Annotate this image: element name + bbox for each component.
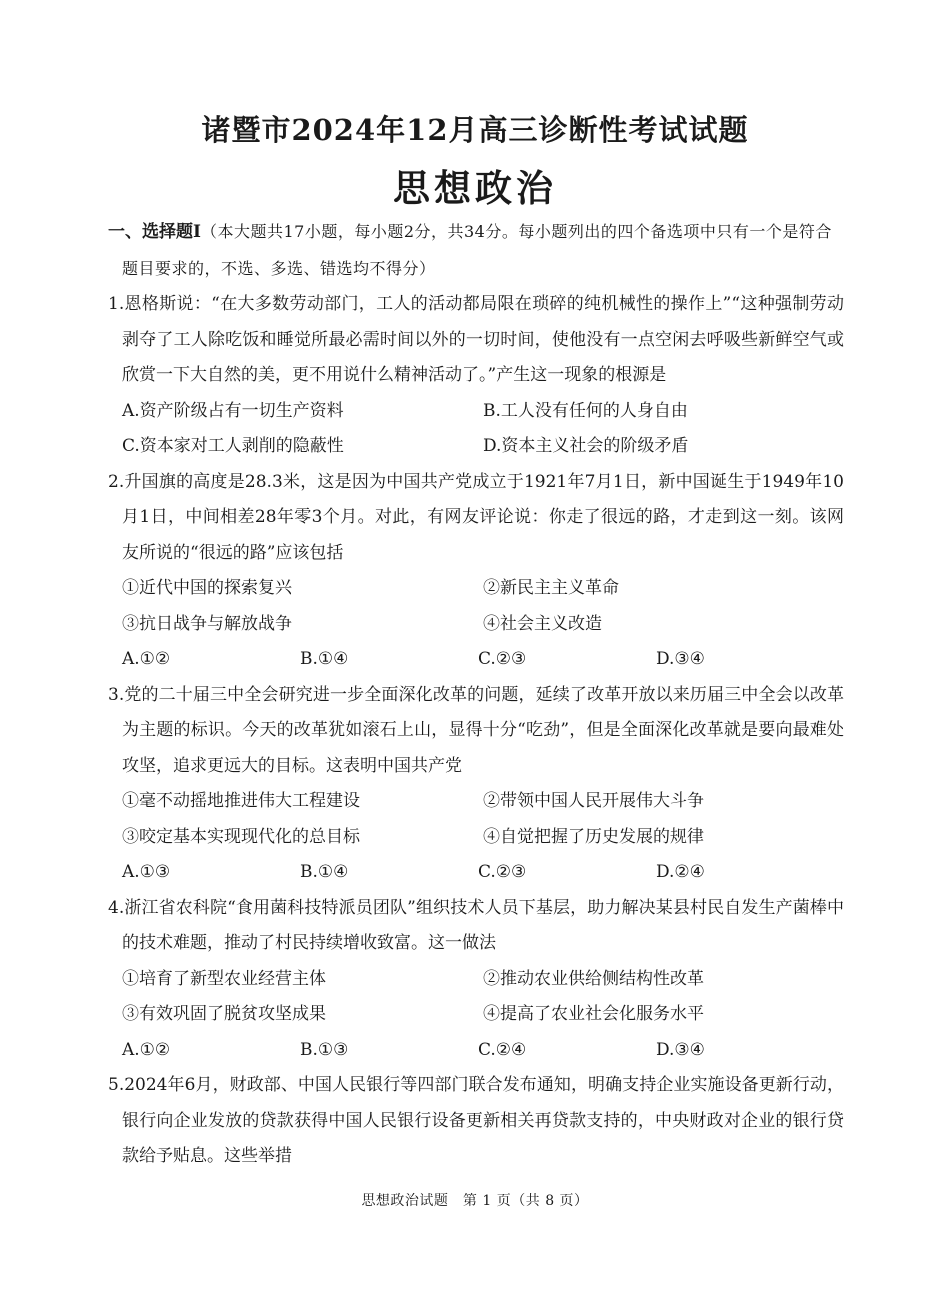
statement-3: ③咬定基本实现现代化的总目标 bbox=[122, 826, 360, 847]
statement-row bbox=[108, 607, 844, 643]
question-stem: 1.恩格斯说：“在大多数劳动部门，工人的活动都局限在琐碎的纯机械性的操作上”“这种强制劳动剥夺了工人除吃饭和睡觉所最必需时间以外的一切时间，使他没有一点空闲去呼吸些新鲜空气或欣赏一下大自然的美，更不用说什么精神活动了。”产生这一现象的根源是 bbox=[108, 294, 844, 385]
option-a: A.资产阶级占有一切生产资料 bbox=[122, 400, 344, 421]
option-c: C.②③ bbox=[478, 649, 527, 669]
statement-row bbox=[108, 997, 844, 1033]
question-stem: 4.浙江省农科院“食用菌科技特派员团队”组织技术人员下基层，助力解决某县村民自发生产菌棒中的技术难题，推动了村民持续增收致富。这一做法 bbox=[108, 897, 844, 953]
statement-2: ②新民主主义革命 bbox=[483, 578, 619, 598]
exam-content bbox=[108, 214, 844, 1175]
option-c: C.资本家对工人剥削的隐蔽性 bbox=[122, 436, 344, 456]
section-heading bbox=[108, 214, 844, 287]
subject-title: 思想政治 bbox=[393, 166, 557, 210]
option-a: A.①③ bbox=[122, 862, 171, 882]
question-4 bbox=[108, 891, 844, 1069]
statement-3: ③有效巩固了脱贫攻坚成果 bbox=[122, 1004, 326, 1024]
statement-1: ①毫不动摇地推进伟大工程建设 bbox=[122, 791, 360, 811]
statement-row bbox=[108, 962, 844, 998]
option-a: A.①② bbox=[122, 649, 171, 669]
option-c: C.②④ bbox=[478, 1039, 527, 1060]
section-label: 一、选择题Ⅰ bbox=[108, 222, 201, 242]
section-note: （本大题共17小题，每小题2分，共34分。每小题列出的四个备选项中只有一个是符合题目要求的，不选、多选、错选均不得分） bbox=[122, 222, 832, 278]
question-5 bbox=[108, 1068, 844, 1175]
option-b: B.工人没有任何的人身自由 bbox=[483, 400, 688, 421]
exam-title: 诸暨市2024年12月高三诊断性考试试题 bbox=[201, 113, 749, 147]
statement-row bbox=[108, 820, 844, 856]
option-d: D.③④ bbox=[656, 1039, 705, 1060]
statement-2: ②带领中国人民开展伟大斗争 bbox=[483, 791, 704, 811]
statement-row bbox=[108, 784, 844, 820]
option-row bbox=[108, 1033, 844, 1069]
statement-1: ①培育了新型农业经营主体 bbox=[122, 968, 326, 989]
question-3 bbox=[108, 678, 844, 891]
option-row bbox=[108, 429, 844, 465]
option-d: D.②④ bbox=[656, 862, 705, 882]
option-d: D.③④ bbox=[656, 649, 705, 669]
option-row bbox=[108, 394, 844, 430]
statement-1: ①近代中国的探索复兴 bbox=[122, 578, 292, 598]
question-2 bbox=[108, 465, 844, 678]
question-stem: 3.党的二十届三中全会研究进一步全面深化改革的问题，延续了改革开放以来历届三中全会以改革为主题的标识。今天的改革犹如滚石上山，显得十分“吃劲”，但是全面深化改革就是要向最难处攻坚，追求更远大的目标。这表明中国共产党 bbox=[108, 684, 844, 776]
statement-4: ④社会主义改造 bbox=[483, 613, 602, 634]
statement-4: ④自觉把握了历史发展的规律 bbox=[483, 826, 704, 847]
option-row bbox=[108, 855, 844, 891]
statement-row bbox=[108, 571, 844, 607]
option-b: B.①④ bbox=[300, 649, 349, 669]
question-stem: 2.升国旗的高度是28.3米，这是因为中国共产党成立于1921年7月1日，新中国诞生于1949年10月1日，中间相差28年零3个月。对此，有网友评论说：你走了很远的路，才走到这一刻。该网友所说的“很远的路”应该包括 bbox=[108, 471, 844, 563]
option-b: B.①③ bbox=[300, 1039, 349, 1060]
option-c: C.②③ bbox=[478, 862, 527, 882]
option-b: B.①④ bbox=[300, 862, 349, 882]
statement-4: ④提高了农业社会化服务水平 bbox=[483, 1004, 704, 1024]
page-footer: 思想政治试题 第 1 页（共 8 页） bbox=[361, 1193, 589, 1209]
question-1 bbox=[108, 287, 844, 465]
statement-2: ②推动农业供给侧结构性改革 bbox=[483, 968, 704, 989]
statement-3: ③抗日战争与解放战争 bbox=[122, 613, 292, 634]
option-a: A.①② bbox=[122, 1039, 171, 1060]
option-row bbox=[108, 642, 844, 678]
question-stem: 5.2024年6月，财政部、中国人民银行等四部门联合发布通知，明确支持企业实施设备更新行动，银行向企业发放的贷款获得中国人民银行设备更新相关再贷款支持的，中央财政对企业的银行贷款给予贴息。这些举措 bbox=[108, 1075, 844, 1166]
option-d: D.资本主义社会的阶级矛盾 bbox=[483, 436, 689, 456]
